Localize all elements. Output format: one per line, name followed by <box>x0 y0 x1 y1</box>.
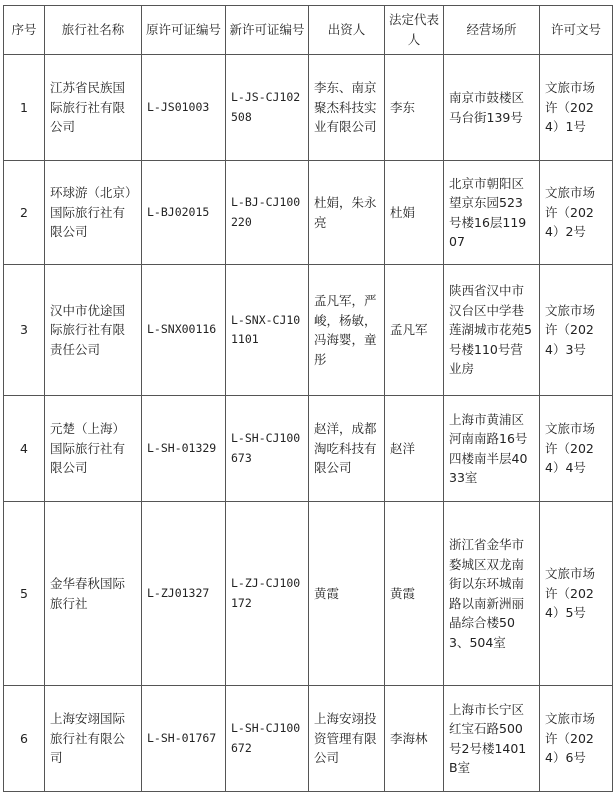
cell-old-license: L-ZJ01327 <box>142 502 226 686</box>
cell-new-license: L-JS-CJ102508 <box>226 55 309 161</box>
cell-investor: 杜娟，朱永亮 <box>309 161 385 265</box>
cell-new-license: L-ZJ-CJ100172 <box>226 502 309 686</box>
table-row <box>4 396 613 502</box>
cell-old-license: L-SH-01329 <box>142 396 226 502</box>
cell-permit-no: 文旅市场许（2024）5号 <box>540 502 613 686</box>
license-table <box>3 5 613 792</box>
cell-address: 北京市朝阳区望京东园523号楼16层11907 <box>444 161 540 265</box>
cell-permit-no: 文旅市场许（2024）1号 <box>540 55 613 161</box>
cell-new-license: L-SH-CJ100672 <box>226 686 309 792</box>
cell-old-license: L-SH-01767 <box>142 686 226 792</box>
cell-investor: 李东、南京聚杰科技实业有限公司 <box>309 55 385 161</box>
table-row <box>4 161 613 265</box>
cell-investor: 上海安翊投资管理有限公司 <box>309 686 385 792</box>
cell-representative: 李东 <box>385 55 444 161</box>
cell-old-license: L-BJ02015 <box>142 161 226 265</box>
cell-permit-no: 文旅市场许（2024）6号 <box>540 686 613 792</box>
cell-index: 6 <box>4 686 45 792</box>
header-representative: 法定代表人 <box>385 6 444 55</box>
cell-representative: 黄霞 <box>385 502 444 686</box>
cell-name: 环球游（北京）国际旅行社有限公司 <box>45 161 142 265</box>
cell-index: 1 <box>4 55 45 161</box>
header-permit-no: 许可文号 <box>540 6 613 55</box>
table-row <box>4 686 613 792</box>
header-new-license: 新许可证编号 <box>226 6 309 55</box>
cell-index: 4 <box>4 396 45 502</box>
cell-permit-no: 文旅市场许（2024）2号 <box>540 161 613 265</box>
cell-investor: 赵洋，成都淘吃科技有限公司 <box>309 396 385 502</box>
cell-representative: 赵洋 <box>385 396 444 502</box>
header-address: 经营场所 <box>444 6 540 55</box>
header-name: 旅行社名称 <box>45 6 142 55</box>
cell-new-license: L-BJ-CJ100220 <box>226 161 309 265</box>
cell-address: 南京市鼓楼区马台街139号 <box>444 55 540 161</box>
cell-old-license: L-SNX00116 <box>142 265 226 396</box>
cell-investor: 孟凡军，严峻，杨敏，冯海婴，童彤 <box>309 265 385 396</box>
header-old-license: 原许可证编号 <box>142 6 226 55</box>
cell-address: 浙江省金华市婺城区双龙南街以东环城南路以南新洲丽晶综合楼503、504室 <box>444 502 540 686</box>
cell-name: 江苏省民族国际旅行社有限公司 <box>45 55 142 161</box>
cell-name: 元楚（上海）国际旅行社有限公司 <box>45 396 142 502</box>
cell-representative: 李海林 <box>385 686 444 792</box>
cell-permit-no: 文旅市场许（2024）3号 <box>540 265 613 396</box>
cell-name: 汉中市优途国际旅行社有限责任公司 <box>45 265 142 396</box>
cell-address: 上海市黄浦区河南南路16号四楼南半层4033室 <box>444 396 540 502</box>
header-investor: 出资人 <box>309 6 385 55</box>
table-row <box>4 502 613 686</box>
cell-old-license: L-JS01003 <box>142 55 226 161</box>
cell-new-license: L-SNX-CJ101101 <box>226 265 309 396</box>
cell-index: 3 <box>4 265 45 396</box>
header-index: 序号 <box>4 6 45 55</box>
cell-new-license: L-SH-CJ100673 <box>226 396 309 502</box>
cell-representative: 杜娟 <box>385 161 444 265</box>
cell-address: 陕西省汉中市汉台区中学巷莲湖城市花苑5号楼110号营业房 <box>444 265 540 396</box>
cell-name: 上海安翊国际旅行社有限公司 <box>45 686 142 792</box>
cell-index: 5 <box>4 502 45 686</box>
header-row <box>4 6 613 55</box>
cell-address: 上海市长宁区红宝石路500号2号楼1401B室 <box>444 686 540 792</box>
cell-investor: 黄霞 <box>309 502 385 686</box>
cell-name: 金华春秋国际旅行社 <box>45 502 142 686</box>
table-row <box>4 55 613 161</box>
cell-representative: 孟凡军 <box>385 265 444 396</box>
cell-index: 2 <box>4 161 45 265</box>
cell-permit-no: 文旅市场许（2024）4号 <box>540 396 613 502</box>
table-row <box>4 265 613 396</box>
